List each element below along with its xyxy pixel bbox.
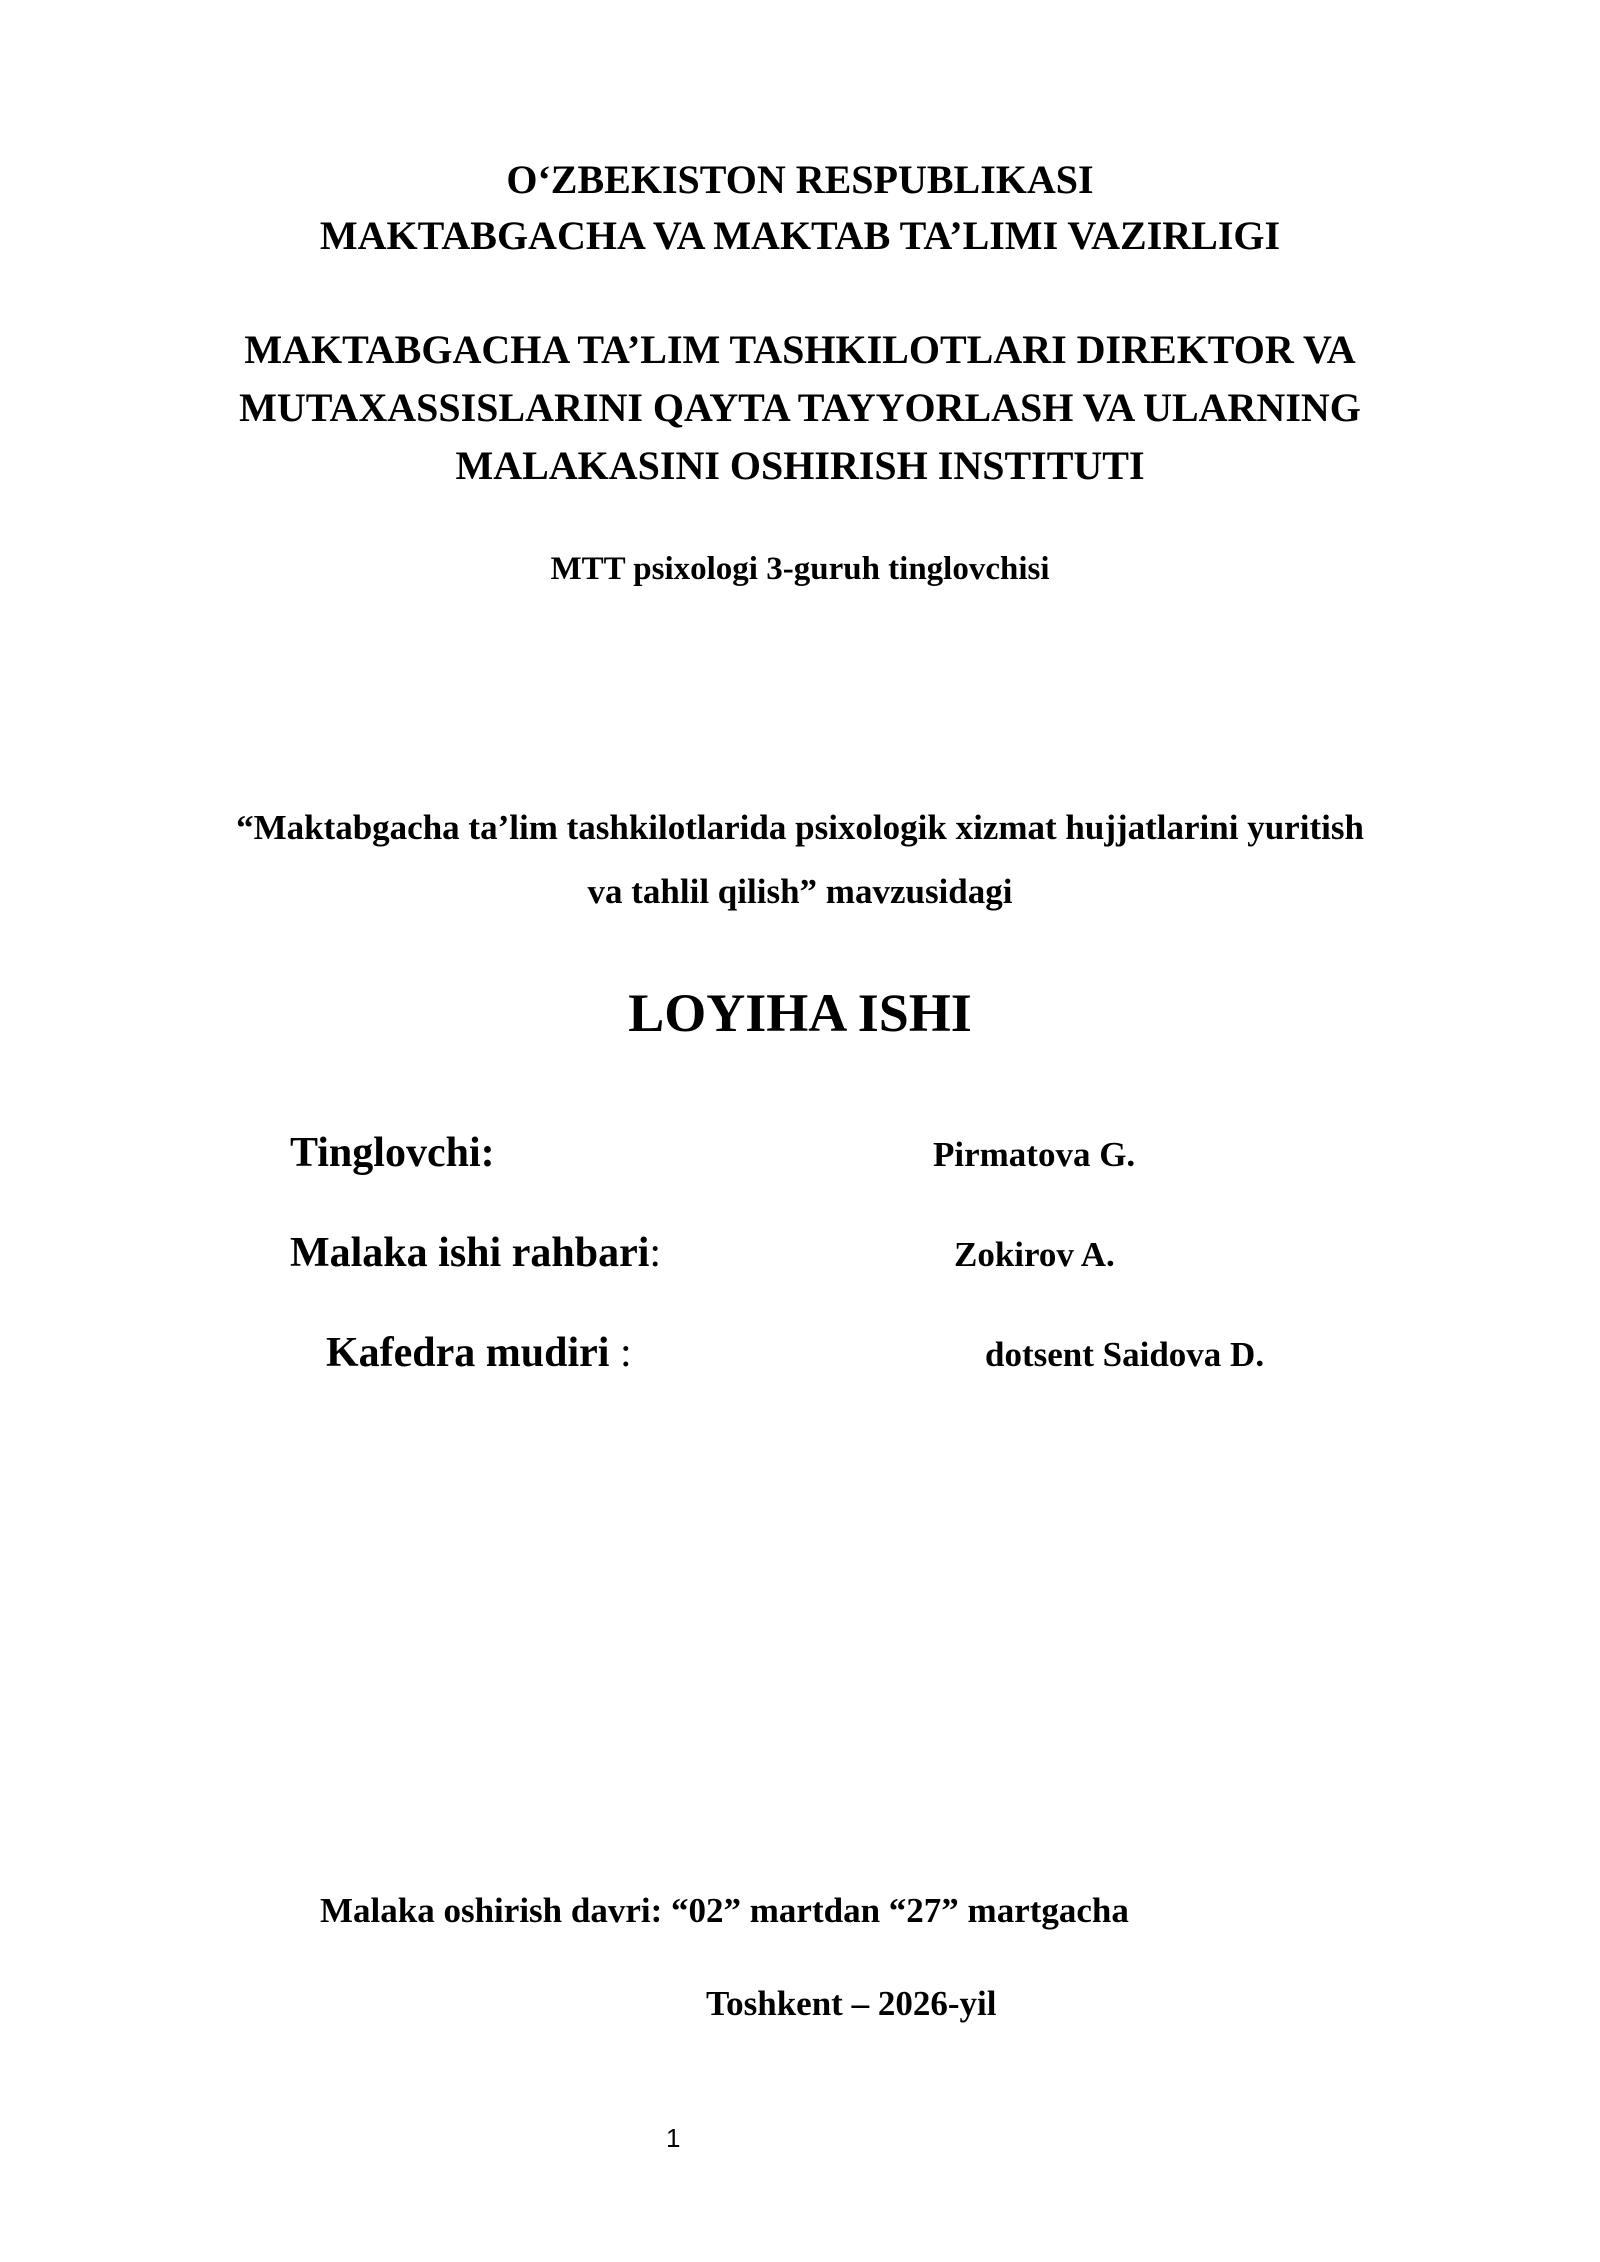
topic-line-1: “Maktabgacha ta’lim tashkilotlarida psixologik xizmat hujjatlarini yuritish bbox=[236, 808, 1364, 847]
page-number: 1 bbox=[666, 2123, 681, 2153]
role-label-listener bbox=[290, 1132, 495, 1174]
document-title: LOYIHA ISHI bbox=[628, 983, 972, 1043]
group-line: MTT psixologi 3-guruh tinglovchisi bbox=[550, 551, 1050, 587]
training-period: Malaka oshirish davri: “02” martdan “27” martgacha bbox=[320, 1891, 1129, 1930]
topic-line-2: va tahlil qilish” mavzusidagi bbox=[587, 872, 1013, 911]
institute-heading-line-2: MUTAXASSISLARINI QAYTA TAYYORLASH VA ULARNING bbox=[239, 385, 1361, 430]
institute-heading-line-1: MAKTABGACHA TA’LIM TASHKILOTLARI DIREKTOR VA bbox=[244, 327, 1356, 372]
ministry-heading: MAKTABGACHA VA MAKTAB TA’LIMI VAZIRLIGI bbox=[319, 213, 1281, 258]
role-name-listener: Pirmatova G. bbox=[933, 1135, 1136, 1174]
role-name-supervisor: Zokirov A. bbox=[954, 1235, 1115, 1274]
city-year: Toshkent – 2026-yil bbox=[706, 1984, 997, 2023]
country-heading: O‘ZBEKISTON RESPUBLIKASI bbox=[506, 157, 1094, 202]
role-label-colon: : bbox=[649, 1230, 662, 1276]
role-name-head-of-department: dotsent Saidova D. bbox=[985, 1335, 1265, 1374]
role-label-text: Kafedra mudiri bbox=[326, 1330, 620, 1376]
role-label-supervisor bbox=[290, 1232, 661, 1274]
role-label-text: Malaka ishi rahbari bbox=[290, 1230, 650, 1276]
role-label-colon: : bbox=[619, 1330, 632, 1376]
role-label-head-of-department bbox=[326, 1332, 632, 1374]
role-label-text: Tinglovchi: bbox=[290, 1130, 495, 1176]
institute-heading-line-3: MALAKASINI OSHIRISH INSTITUTI bbox=[455, 443, 1145, 488]
